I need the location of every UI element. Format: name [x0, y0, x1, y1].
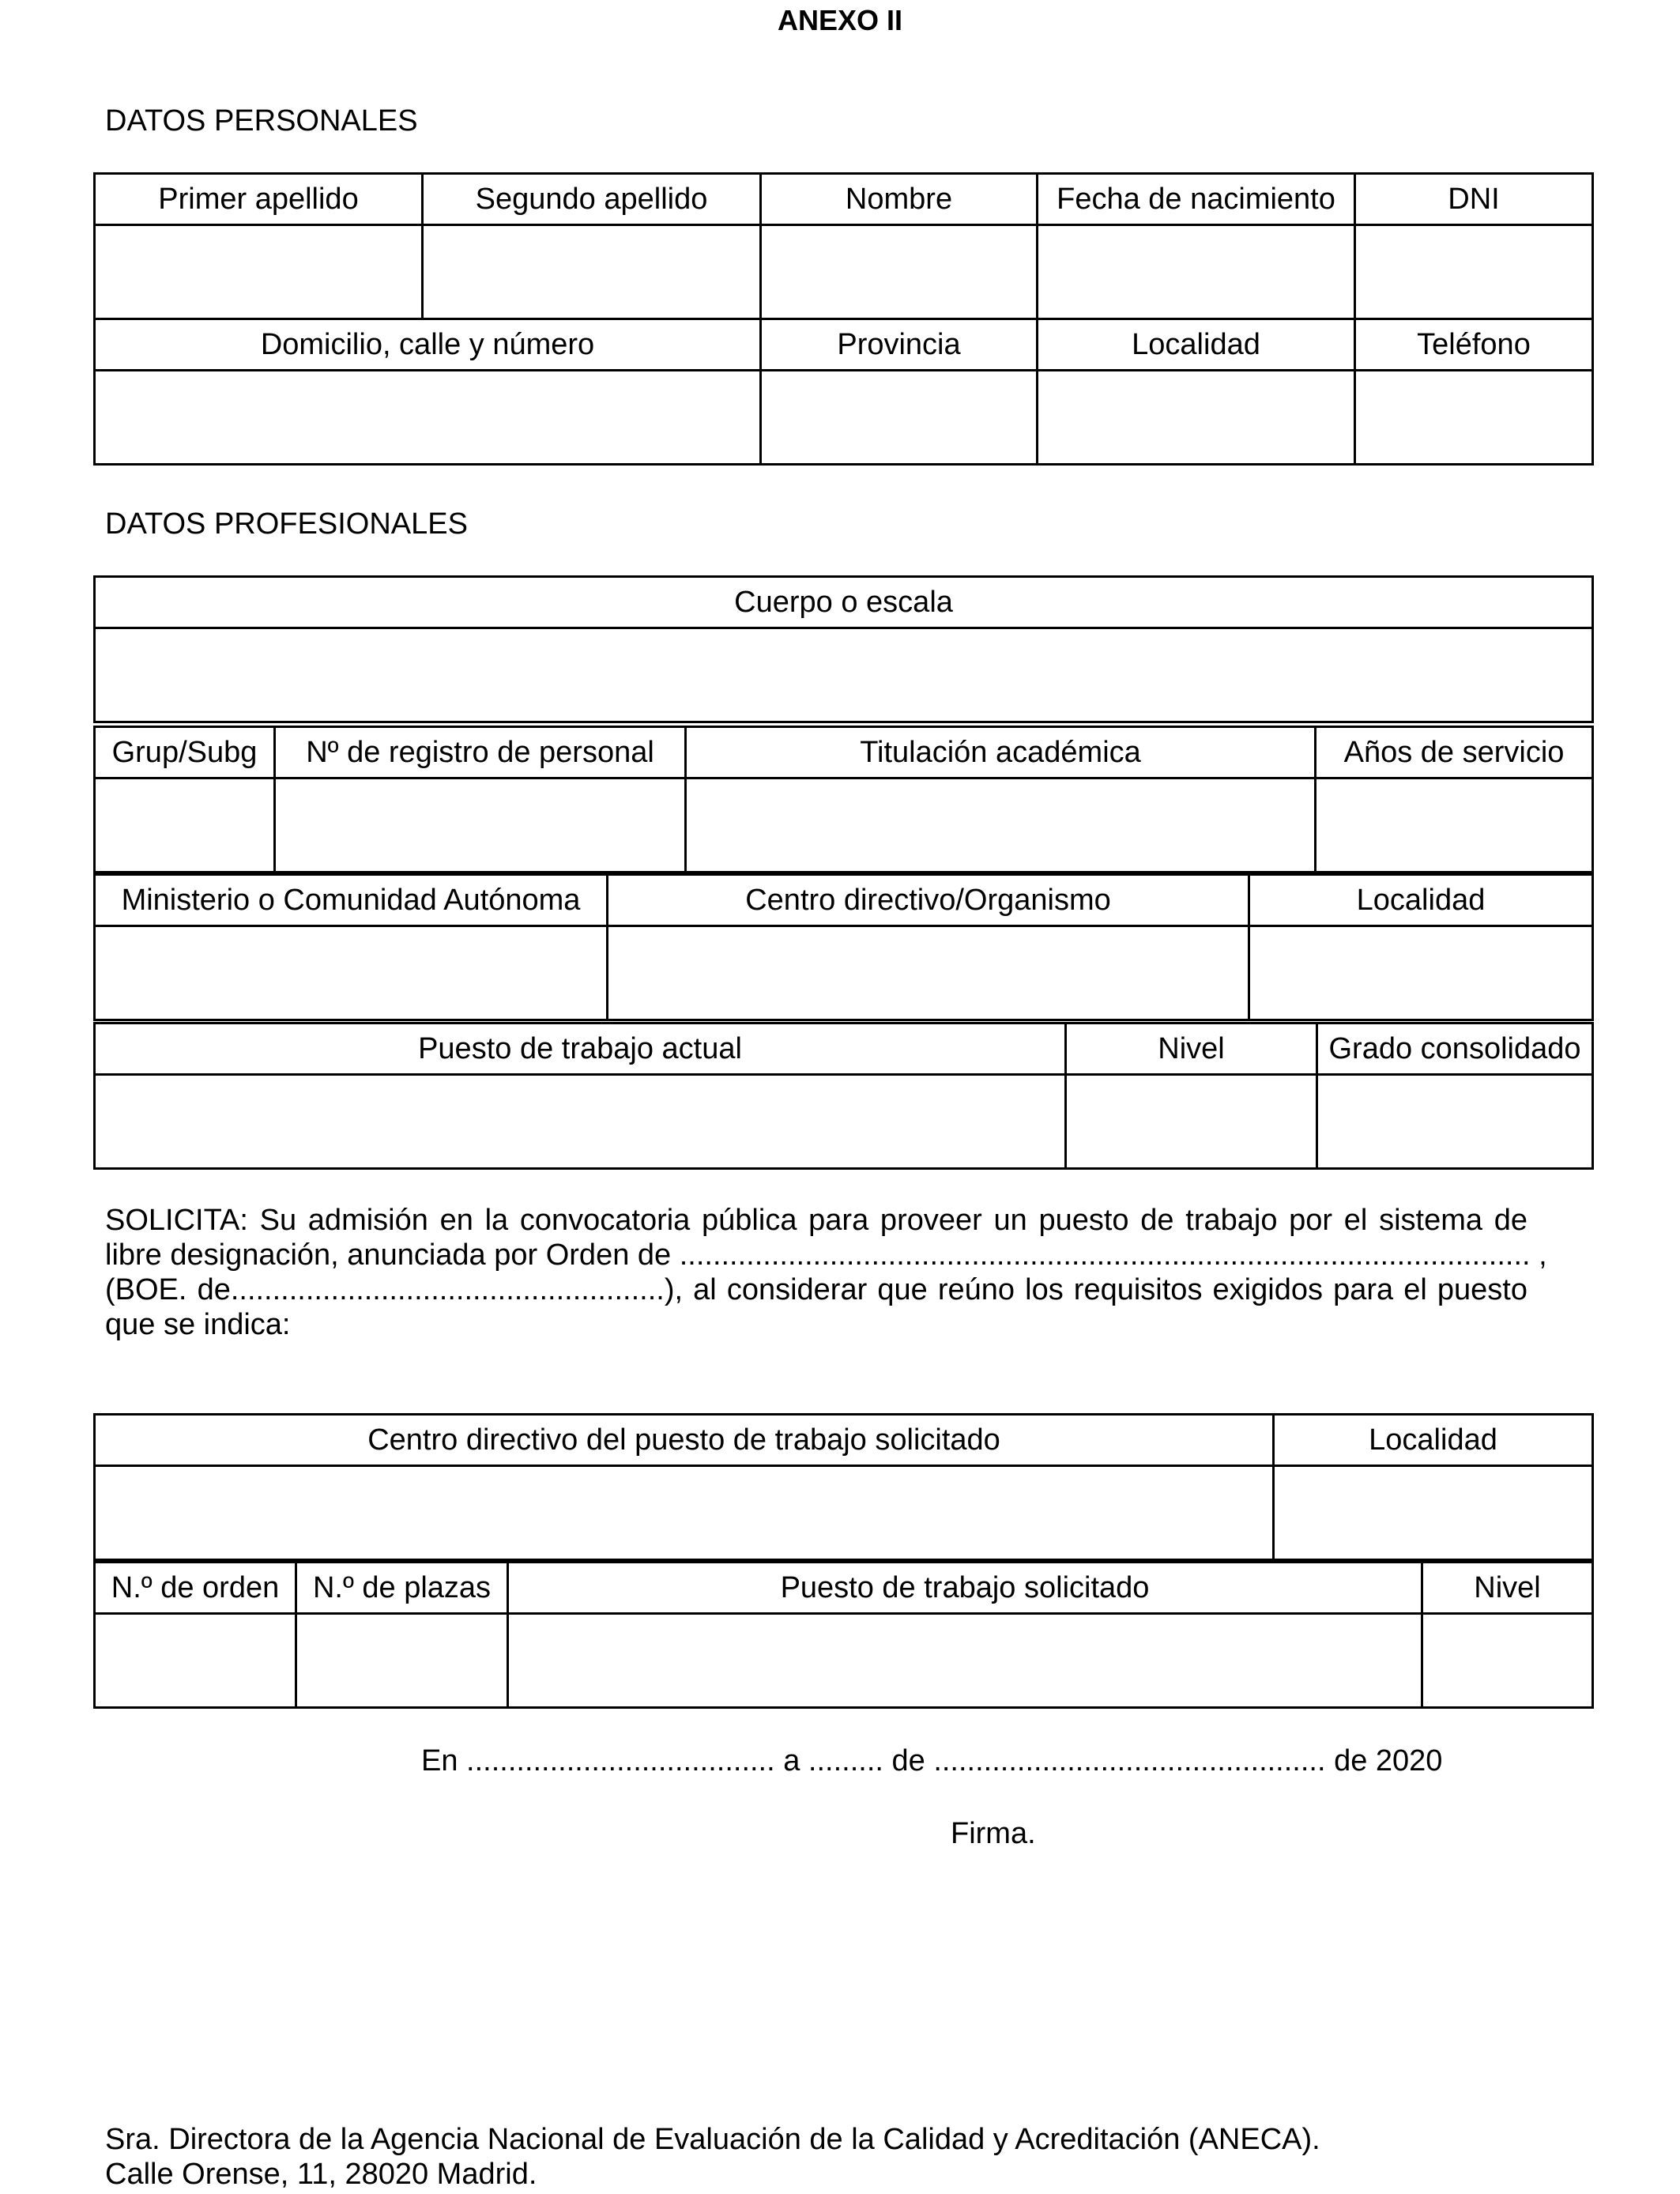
header-puesto-actual: Puesto de trabajo actual — [95, 1023, 1066, 1075]
header-centro-puesto-solicitado: Centro directivo del puesto de trabajo solicitado — [95, 1415, 1274, 1466]
header-grado-consolidado: Grado consolidado — [1317, 1023, 1593, 1075]
header-provincia: Provincia — [761, 319, 1038, 371]
header-numero-plazas: N.º de plazas — [296, 1563, 508, 1614]
field-registro-personal[interactable] — [275, 778, 686, 873]
addressee-block — [105, 2122, 1320, 2192]
solicita-line-4: que se indica: — [105, 1308, 291, 1341]
header-localidad-solicitada: Localidad — [1274, 1415, 1593, 1466]
field-nombre[interactable] — [761, 225, 1038, 319]
header-ministerio: Ministerio o Comunidad Autónoma — [95, 875, 608, 926]
field-provincia[interactable] — [761, 371, 1038, 465]
solicita-paragraph — [105, 1203, 1547, 1342]
field-nivel-actual[interactable] — [1066, 1075, 1317, 1169]
datos-profesionales-table-2 — [93, 726, 1594, 873]
solicita-line-3: (BOE. de....................................................), al considerar que reúno los requisitos exigidos para el puesto — [105, 1273, 1527, 1306]
datos-personales-table — [93, 172, 1594, 466]
signature-label: Firma. — [951, 1817, 1036, 1850]
header-segundo-apellido: Segundo apellido — [423, 174, 761, 225]
field-domicilio[interactable] — [95, 371, 761, 465]
field-numero-plazas[interactable] — [296, 1614, 508, 1708]
document-title: ANEXO II — [777, 4, 903, 36]
datos-profesionales-table-4 — [93, 1022, 1594, 1170]
header-cuerpo-escala: Cuerpo o escala — [95, 577, 1593, 628]
section-title-datos-personales: DATOS PERSONALES — [105, 104, 418, 138]
field-dni[interactable] — [1355, 225, 1593, 319]
header-localidad-profesional: Localidad — [1249, 875, 1593, 926]
addressee-line-1: Sra. Directora de la Agencia Nacional de Evaluación de la Calidad y Acreditación (ANECA). — [105, 2123, 1320, 2156]
header-localidad: Localidad — [1038, 319, 1355, 371]
header-telefono: Teléfono — [1355, 319, 1593, 371]
solicita-line-1: SOLICITA: Su admisión en la convocatoria pública para proveer un puesto de trabajo por el sistema de — [105, 1204, 1527, 1237]
field-localidad-solicitada[interactable] — [1274, 1466, 1593, 1560]
header-numero-orden: N.º de orden — [95, 1563, 296, 1614]
field-primer-apellido[interactable] — [95, 225, 423, 319]
datos-profesionales-table-3 — [93, 873, 1594, 1021]
header-titulacion: Titulación académica — [686, 727, 1316, 778]
addressee-line-2: Calle Orense, 11, 28020 Madrid. — [105, 2158, 537, 2191]
field-titulacion[interactable] — [686, 778, 1316, 873]
field-grup-subg[interactable] — [95, 778, 275, 873]
header-fecha-nacimiento: Fecha de nacimiento — [1038, 174, 1355, 225]
field-anos-servicio[interactable] — [1316, 778, 1593, 873]
field-nivel-solicitado[interactable] — [1422, 1614, 1593, 1708]
field-grado-consolidado[interactable] — [1317, 1075, 1593, 1169]
datos-profesionales-table — [93, 575, 1594, 723]
header-grup-subg: Grup/Subg — [95, 727, 275, 778]
place-date-line: En ..................................... a ......... de ............................................... de 2020 — [421, 1744, 1443, 1777]
header-nombre: Nombre — [761, 174, 1038, 225]
header-centro-directivo: Centro directivo/Organismo — [608, 875, 1249, 926]
header-nivel-actual: Nivel — [1066, 1023, 1317, 1075]
section-title-datos-profesionales: DATOS PROFESIONALES — [105, 507, 468, 541]
field-localidad[interactable] — [1038, 371, 1355, 465]
field-numero-orden[interactable] — [95, 1614, 296, 1708]
field-cuerpo-escala[interactable] — [95, 628, 1593, 722]
header-primer-apellido: Primer apellido — [95, 174, 423, 225]
field-telefono[interactable] — [1355, 371, 1593, 465]
puesto-solicitado-table — [93, 1413, 1594, 1561]
field-centro-directivo[interactable] — [608, 926, 1249, 1020]
field-puesto-actual[interactable] — [95, 1075, 1066, 1169]
header-registro-personal: Nº de registro de personal — [275, 727, 686, 778]
header-dni: DNI — [1355, 174, 1593, 225]
solicita-line-2: libre designación, anunciada por Orden de ...................................................................................................... , — [105, 1238, 1547, 1272]
puesto-solicitado-table-2 — [93, 1561, 1594, 1709]
header-puesto-solicitado: Puesto de trabajo solicitado — [508, 1563, 1422, 1614]
field-puesto-solicitado[interactable] — [508, 1614, 1422, 1708]
field-ministerio[interactable] — [95, 926, 608, 1020]
header-domicilio: Domicilio, calle y número — [95, 319, 761, 371]
field-segundo-apellido[interactable] — [423, 225, 761, 319]
field-fecha-nacimiento[interactable] — [1038, 225, 1355, 319]
field-centro-puesto-solicitado[interactable] — [95, 1466, 1274, 1560]
header-nivel-solicitado: Nivel — [1422, 1563, 1593, 1614]
header-anos-servicio: Años de servicio — [1316, 727, 1593, 778]
field-localidad-profesional[interactable] — [1249, 926, 1593, 1020]
